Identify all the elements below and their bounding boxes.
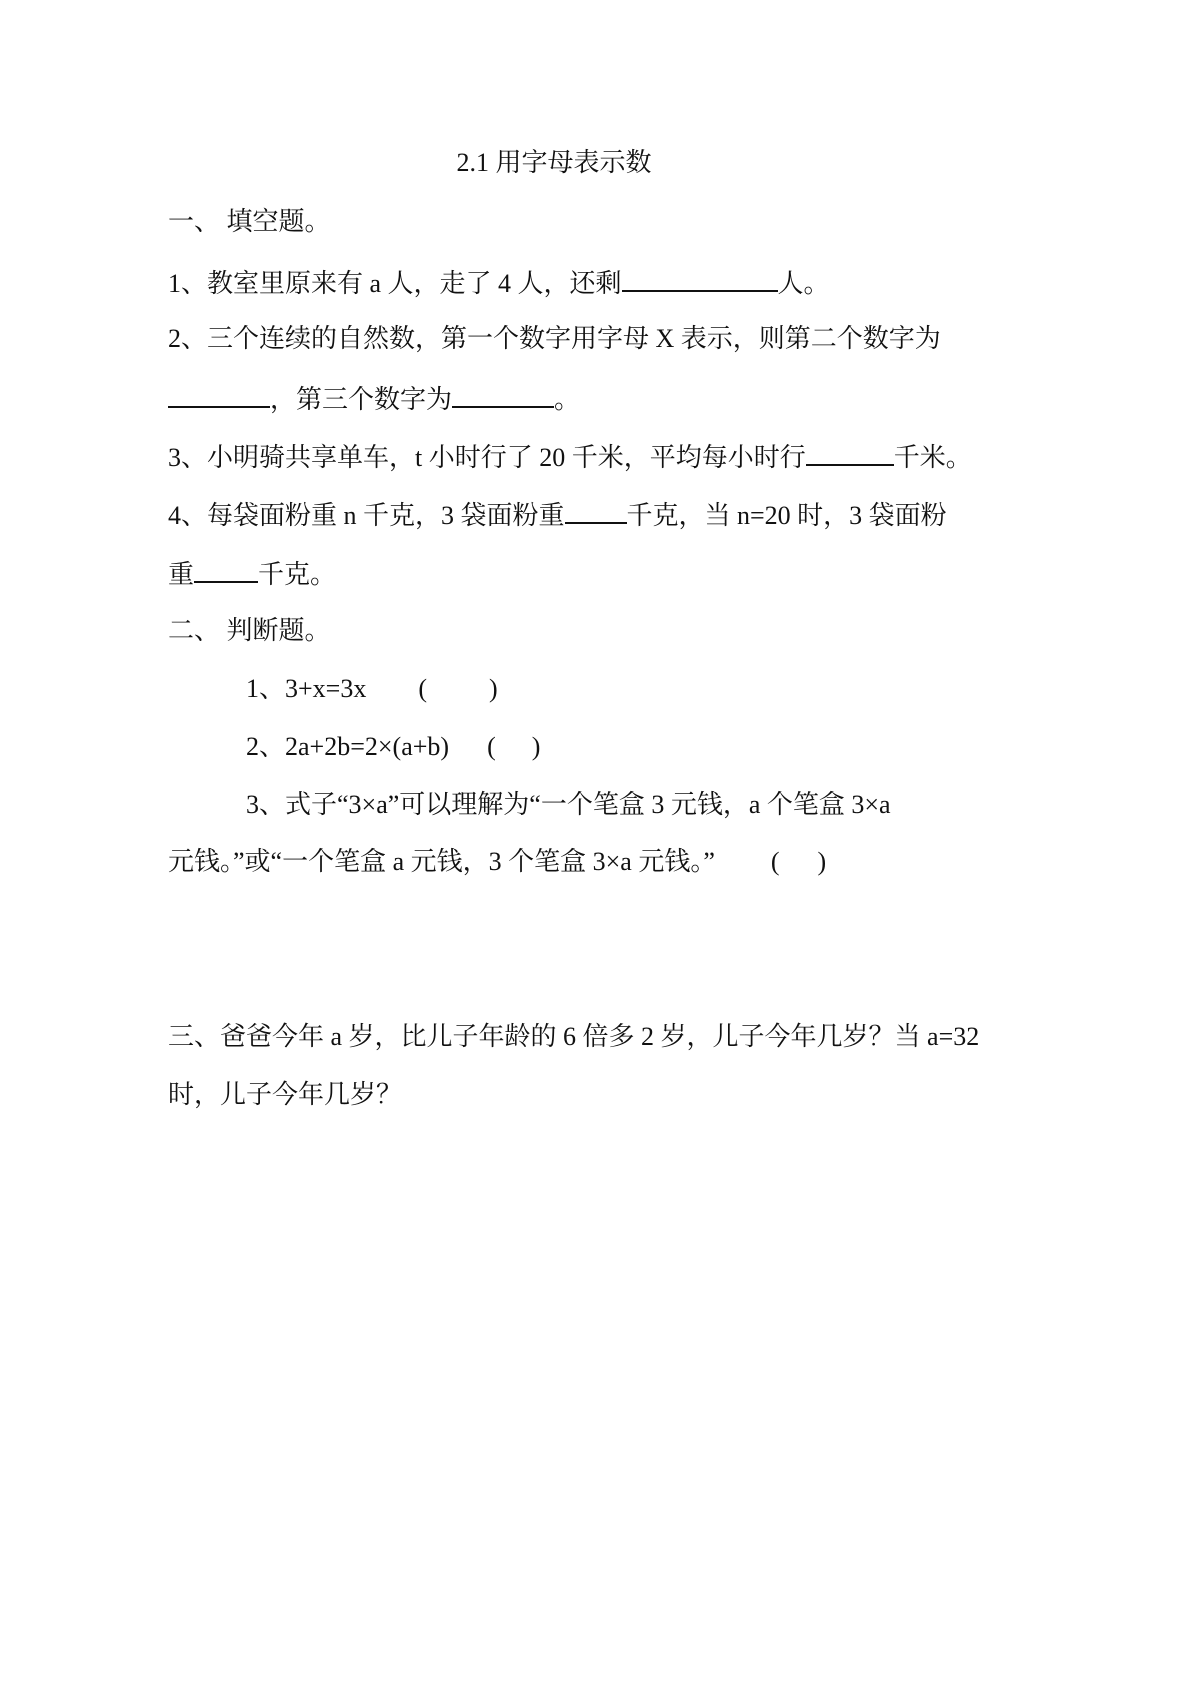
question-text: 1、教室里原来有 a 人，走了 4 人，还剩 <box>168 269 622 298</box>
judge-item-3-line-1: 3、式子“3×a”可以理解为“一个笔盒 3 元钱，a 个笔盒 3×a <box>246 790 891 819</box>
judge-statement: 1、3+x=3x <box>246 674 367 703</box>
judge-statement: 2、2a+2b=2×(a+b) <box>246 732 450 761</box>
question-text: 千克。 <box>258 560 337 589</box>
question-4-line-2 <box>168 557 336 591</box>
question-text: ，第三个数字为 <box>270 385 453 414</box>
question-text: 。 <box>554 385 581 414</box>
question-text: 人。 <box>777 269 830 298</box>
judge-item-3-line-2 <box>168 846 826 878</box>
page-title: 2.1 用字母表示数 <box>456 148 652 177</box>
answer-blank[interactable] <box>622 266 778 292</box>
answer-bracket[interactable]: ( ) <box>770 847 827 876</box>
question-text: 千米。 <box>893 443 972 472</box>
judge-item-1 <box>246 673 498 705</box>
section-heading-true-false: 二、 判断题。 <box>168 616 331 645</box>
question-4-line-1 <box>168 498 947 532</box>
word-problem-line-1: 三、爸爸今年 a 岁，比儿子年龄的 6 倍多 2 岁，儿子今年几岁？当 a=32 <box>168 1022 980 1051</box>
answer-bracket[interactable]: ( ) <box>418 674 498 703</box>
answer-blank[interactable] <box>452 382 554 408</box>
question-1 <box>168 266 830 300</box>
judge-statement: 元钱。”或“一个笔盒 a 元钱，3 个笔盒 3×a 元钱。” <box>168 847 715 876</box>
question-text: 4、每袋面粉重 n 千克，3 袋面粉重 <box>168 501 565 530</box>
answer-blank[interactable] <box>194 557 258 583</box>
question-2-line-2 <box>168 382 580 416</box>
section-heading-fill-in: 一、 填空题。 <box>168 207 331 236</box>
answer-blank[interactable] <box>806 440 894 466</box>
judge-item-2 <box>246 731 540 763</box>
answer-blank[interactable] <box>168 382 270 408</box>
question-text: 千克，当 n=20 时，3 袋面粉 <box>626 501 947 530</box>
question-3 <box>168 440 972 474</box>
word-problem-line-2: 时，儿子今年几岁？ <box>168 1080 403 1109</box>
question-text: 3、小明骑共享单车，t 小时行了 20 千米，平均每小时行 <box>168 443 806 472</box>
question-text: 重 <box>168 560 195 589</box>
question-2-line-1: 2、三个连续的自然数，第一个数字用字母 X 表示，则第二个数字为 <box>168 324 941 353</box>
answer-blank[interactable] <box>565 498 627 524</box>
answer-bracket[interactable]: ( ) <box>487 732 541 761</box>
